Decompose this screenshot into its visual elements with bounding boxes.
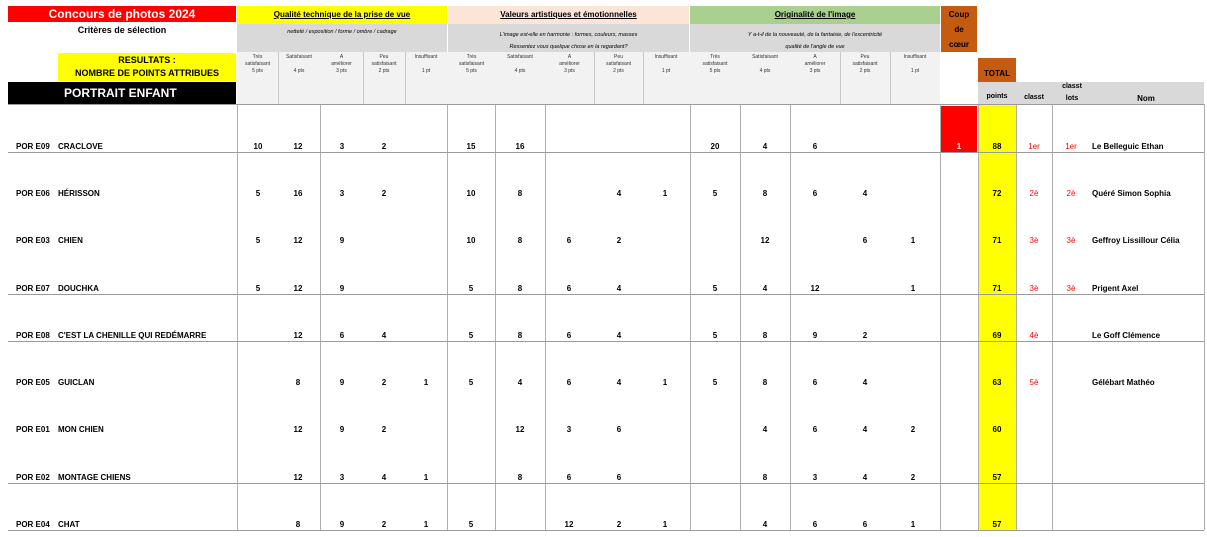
table-row bbox=[0, 473, 1207, 485]
score-originalite: 6 bbox=[862, 520, 868, 529]
grid-vline bbox=[1052, 104, 1053, 530]
photo-code: POR E07 bbox=[16, 284, 50, 293]
score-technique: 2 bbox=[381, 520, 387, 529]
score-technique: 2 bbox=[381, 378, 387, 387]
score-technique: 8 bbox=[295, 520, 301, 529]
score-originalite: 2 bbox=[910, 473, 916, 482]
table-row bbox=[0, 189, 1207, 201]
score-technique: 10 bbox=[253, 142, 263, 151]
total-points: 57 bbox=[992, 473, 1002, 482]
score-artistique: 1 bbox=[662, 520, 668, 529]
grid-vline bbox=[1016, 104, 1017, 530]
score-artistique: 8 bbox=[517, 236, 523, 245]
score-technique: 5 bbox=[255, 284, 261, 293]
photo-code: POR E09 bbox=[16, 142, 50, 151]
nom-header: Nom bbox=[1137, 94, 1155, 103]
level-points: 2 pts bbox=[859, 68, 871, 74]
score-originalite: 2 bbox=[862, 331, 868, 340]
score-originalite: 4 bbox=[762, 284, 768, 293]
rank: 1er bbox=[1028, 142, 1040, 151]
score-originalite: 5 bbox=[712, 378, 718, 387]
score-originalite: 20 bbox=[710, 142, 720, 151]
score-originalite: 6 bbox=[812, 142, 818, 151]
score-technique: 6 bbox=[339, 331, 345, 340]
photo-code: POR E01 bbox=[16, 425, 50, 434]
level-label: Satisfaisant bbox=[507, 54, 533, 60]
score-originalite: 6 bbox=[812, 378, 818, 387]
score-artistique: 6 bbox=[566, 331, 572, 340]
coup-de-coeur-value: 1 bbox=[956, 142, 962, 151]
score-originalite: 1 bbox=[910, 236, 916, 245]
score-technique: 9 bbox=[339, 520, 345, 529]
participant-name: Gélébart Mathéo bbox=[1092, 378, 1155, 387]
participant-name: Quéré Simon Sophia bbox=[1092, 189, 1171, 198]
table-row bbox=[0, 331, 1207, 343]
level-label: Peu bbox=[614, 54, 623, 60]
group-artistique-desc-1: L'image est-elle en harmonie : formes, couleurs, masses bbox=[499, 32, 638, 38]
photo-title: DOUCHKA bbox=[58, 284, 99, 293]
score-originalite: 6 bbox=[812, 189, 818, 198]
score-artistique: 5 bbox=[468, 284, 474, 293]
score-technique: 1 bbox=[423, 378, 429, 387]
level-label-2: satisfaisant bbox=[605, 61, 631, 67]
level-label-2: satisfaisant bbox=[702, 61, 728, 67]
level-header bbox=[363, 54, 405, 75]
level-label-2 bbox=[278, 61, 320, 68]
coup-line-3: cœur bbox=[949, 40, 969, 49]
grid-vline bbox=[978, 104, 979, 530]
rank: 4è bbox=[1029, 331, 1039, 340]
score-artistique: 5 bbox=[468, 520, 474, 529]
level-points: 5 pts bbox=[252, 68, 263, 74]
grid-hline bbox=[8, 104, 1204, 105]
photo-title: CHIEN bbox=[58, 236, 83, 245]
score-technique: 8 bbox=[295, 378, 301, 387]
score-technique: 5 bbox=[255, 189, 261, 198]
score-technique: 3 bbox=[339, 142, 345, 151]
score-artistique: 4 bbox=[517, 378, 523, 387]
photo-title: GUICLAN bbox=[58, 378, 95, 387]
group-originalite-desc-2: qualité de l'angle de vue bbox=[785, 44, 845, 50]
score-technique: 12 bbox=[293, 331, 303, 340]
total-points: 71 bbox=[992, 236, 1002, 245]
level-label-2 bbox=[495, 61, 545, 68]
score-artistique: 5 bbox=[468, 331, 474, 340]
score-originalite: 8 bbox=[762, 331, 768, 340]
score-originalite: 6 bbox=[862, 236, 868, 245]
level-points: 3 pts bbox=[809, 68, 821, 74]
score-originalite: 1 bbox=[910, 520, 916, 529]
group-technique-title: Qualité technique de la prise de vue bbox=[237, 6, 447, 24]
score-artistique: 8 bbox=[517, 189, 523, 198]
level-points: 4 pts bbox=[293, 68, 305, 74]
grid-vline bbox=[320, 104, 321, 530]
table-row bbox=[0, 236, 1207, 248]
grid-vline-minor bbox=[643, 52, 644, 104]
level-label: A bbox=[813, 54, 817, 60]
score-technique: 9 bbox=[339, 236, 345, 245]
level-header bbox=[690, 54, 740, 75]
level-header bbox=[840, 54, 890, 75]
score-originalite: 5 bbox=[712, 189, 718, 198]
level-label: A bbox=[339, 54, 344, 60]
classt-header: classt bbox=[1024, 94, 1044, 101]
total-points: 60 bbox=[992, 425, 1002, 434]
total-points: 69 bbox=[992, 331, 1002, 340]
score-originalite: 4 bbox=[762, 520, 768, 529]
score-originalite: 4 bbox=[862, 378, 868, 387]
rank: 3è bbox=[1029, 236, 1039, 245]
level-points: 2 pts bbox=[378, 68, 390, 74]
level-points: 1 pt bbox=[910, 68, 920, 74]
grid-vline-minor bbox=[405, 52, 406, 104]
grid-vline bbox=[690, 104, 691, 530]
rank-lots: 3è bbox=[1066, 284, 1076, 293]
group-artistique-desc bbox=[448, 24, 689, 52]
rank: 5è bbox=[1029, 378, 1039, 387]
score-artistique: 10 bbox=[466, 189, 476, 198]
grid-vline-minor bbox=[363, 52, 364, 104]
level-label: A bbox=[567, 54, 572, 60]
level-label: Très bbox=[466, 54, 477, 60]
level-label: Très bbox=[710, 54, 720, 60]
score-artistique: 6 bbox=[616, 473, 622, 482]
group-originalite-desc-1: Y a-t-il de la nouveauté, de la fantaisie, de l'excentricité bbox=[747, 32, 883, 38]
total-header: TOTAL bbox=[978, 58, 1016, 82]
score-technique: 1 bbox=[423, 473, 429, 482]
level-header bbox=[405, 54, 447, 75]
total-points: 88 bbox=[992, 142, 1002, 151]
group-technique-desc: netteté / exposition / forme / ombre / cadrage bbox=[237, 24, 447, 52]
score-originalite: 12 bbox=[760, 236, 770, 245]
group-originalite-title: Originalité de l'image bbox=[690, 6, 940, 24]
level-label-2: améliorer bbox=[331, 61, 352, 67]
score-originalite: 5 bbox=[712, 284, 718, 293]
sheet-subtitle: Critères de sélection bbox=[77, 25, 167, 35]
score-originalite: 1 bbox=[910, 284, 916, 293]
score-originalite: 8 bbox=[762, 378, 768, 387]
score-technique: 9 bbox=[339, 425, 345, 434]
score-artistique: 4 bbox=[616, 378, 622, 387]
grid-vline bbox=[1204, 104, 1205, 530]
score-originalite: 4 bbox=[862, 425, 868, 434]
score-technique: 9 bbox=[339, 284, 345, 293]
participant-name: Prigent Axel bbox=[1092, 284, 1139, 293]
level-header bbox=[594, 54, 643, 75]
score-artistique: 6 bbox=[566, 236, 572, 245]
grid-vline bbox=[940, 104, 941, 530]
level-points: 1 pt bbox=[661, 68, 671, 74]
level-label: Insuffisant bbox=[414, 54, 438, 60]
score-technique: 2 bbox=[381, 189, 387, 198]
rank-lots: 3è bbox=[1066, 236, 1076, 245]
score-artistique: 4 bbox=[616, 284, 622, 293]
coup-de-coeur-header bbox=[941, 6, 977, 52]
total-points: 72 bbox=[992, 189, 1002, 198]
score-technique: 9 bbox=[339, 378, 345, 387]
score-technique: 16 bbox=[293, 189, 303, 198]
score-artistique: 8 bbox=[517, 473, 523, 482]
score-artistique: 10 bbox=[466, 236, 476, 245]
photo-code: POR E03 bbox=[16, 236, 50, 245]
score-originalite: 4 bbox=[862, 473, 868, 482]
score-technique: 12 bbox=[293, 236, 303, 245]
total-points: 63 bbox=[992, 378, 1002, 387]
level-points: 3 pts bbox=[564, 68, 575, 74]
level-header bbox=[495, 54, 545, 75]
grid-vline bbox=[740, 104, 741, 530]
score-artistique: 1 bbox=[662, 378, 668, 387]
level-label-2 bbox=[740, 61, 790, 68]
score-artistique: 8 bbox=[517, 284, 523, 293]
photo-title: MONTAGE CHIENS bbox=[58, 473, 131, 482]
score-artistique: 1 bbox=[662, 189, 668, 198]
level-label-2: améliorer bbox=[559, 61, 580, 67]
level-points: 1 pt bbox=[421, 68, 431, 74]
photo-code: POR E08 bbox=[16, 331, 50, 340]
level-label-2: satisfaisant bbox=[371, 61, 397, 67]
score-originalite: 3 bbox=[812, 473, 818, 482]
score-originalite: 4 bbox=[762, 425, 768, 434]
level-label-2 bbox=[890, 61, 940, 68]
rank: 2è bbox=[1029, 189, 1039, 198]
level-label-2: satisfaisant bbox=[458, 61, 484, 67]
results-line-1: RESULTATS : bbox=[118, 55, 176, 65]
level-label-2: améliorer bbox=[804, 61, 826, 67]
grid-vline bbox=[237, 104, 238, 530]
grid-vline bbox=[495, 104, 496, 530]
level-label: Peu bbox=[860, 54, 870, 60]
grid-vline bbox=[790, 104, 791, 530]
level-header bbox=[545, 54, 594, 75]
score-originalite: 4 bbox=[762, 142, 768, 151]
level-points: 3 pts bbox=[336, 68, 347, 74]
table-row bbox=[0, 520, 1207, 532]
level-label-2 bbox=[405, 61, 447, 68]
photo-code: POR E06 bbox=[16, 189, 50, 198]
score-originalite: 6 bbox=[812, 425, 818, 434]
grid-vline bbox=[545, 104, 546, 530]
photo-code: POR E05 bbox=[16, 378, 50, 387]
score-artistique: 6 bbox=[616, 425, 622, 434]
score-technique: 5 bbox=[255, 236, 261, 245]
score-artistique: 6 bbox=[566, 284, 572, 293]
level-header bbox=[448, 54, 495, 75]
score-artistique: 4 bbox=[616, 331, 622, 340]
level-points: 2 pts bbox=[613, 68, 624, 74]
score-originalite: 8 bbox=[762, 473, 768, 482]
level-header bbox=[237, 54, 278, 75]
score-artistique: 5 bbox=[468, 378, 474, 387]
score-originalite: 4 bbox=[862, 189, 868, 198]
score-technique: 12 bbox=[293, 284, 303, 293]
level-label-2: satisfaisant bbox=[852, 61, 878, 67]
photo-title: C'EST LA CHENILLE QUI REDÉMARRE bbox=[58, 331, 207, 340]
level-points: 4 pts bbox=[759, 68, 771, 74]
photo-title: CHAT bbox=[58, 520, 80, 529]
score-artistique: 8 bbox=[517, 331, 523, 340]
score-originalite: 12 bbox=[810, 284, 820, 293]
level-header bbox=[643, 54, 689, 75]
score-technique: 1 bbox=[423, 520, 429, 529]
category-banner: PORTRAIT ENFANT bbox=[8, 82, 236, 104]
results-label bbox=[58, 53, 236, 81]
level-header bbox=[890, 54, 940, 75]
level-label: Satisfaisant bbox=[286, 54, 312, 60]
score-artistique: 3 bbox=[566, 425, 572, 434]
score-technique: 3 bbox=[339, 189, 345, 198]
grid-vline-minor bbox=[278, 52, 279, 104]
group-artistique-title: Valeurs artistiques et émotionnelles bbox=[448, 6, 689, 24]
level-label: Peu bbox=[379, 54, 389, 60]
table-row bbox=[0, 284, 1207, 296]
score-artistique: 4 bbox=[616, 189, 622, 198]
rank: 3è bbox=[1029, 284, 1039, 293]
score-artistique: 2 bbox=[616, 520, 622, 529]
total-points: 57 bbox=[992, 520, 1002, 529]
points-column-highlight bbox=[978, 104, 1016, 530]
score-technique: 3 bbox=[339, 473, 345, 482]
participant-name: Geffroy Lissillour Célia bbox=[1092, 236, 1180, 245]
score-technique: 12 bbox=[293, 142, 303, 151]
score-originalite: 5 bbox=[712, 331, 718, 340]
table-row bbox=[0, 425, 1207, 437]
score-technique: 4 bbox=[381, 473, 387, 482]
level-points: 5 pts bbox=[709, 68, 721, 74]
photo-code: POR E04 bbox=[16, 520, 50, 529]
grid-vline-minor bbox=[594, 52, 595, 104]
group-artistique-desc-2: Ressentez vous quelque chose en la regardant? bbox=[509, 44, 628, 50]
participant-name: Le Goff Clémence bbox=[1092, 331, 1161, 340]
level-header bbox=[740, 54, 790, 75]
score-technique: 12 bbox=[293, 473, 303, 482]
grid-vline bbox=[447, 104, 448, 530]
grid-vline-minor bbox=[890, 52, 891, 104]
score-originalite: 6 bbox=[812, 520, 818, 529]
classt-lots-header: classt lots bbox=[1062, 83, 1082, 102]
score-technique: 4 bbox=[381, 331, 387, 340]
participant-name: Le Belleguic Ethan bbox=[1092, 142, 1164, 151]
level-header bbox=[320, 54, 363, 75]
score-technique: 12 bbox=[293, 425, 303, 434]
coup-line-1: Coup bbox=[948, 10, 970, 19]
sheet-title: Concours de photos 2024 bbox=[8, 6, 236, 22]
table-row bbox=[0, 378, 1207, 390]
score-artistique: 2 bbox=[616, 236, 622, 245]
photo-title: MON CHIEN bbox=[58, 425, 104, 434]
level-label: Insuffisant bbox=[903, 54, 927, 60]
level-points: 5 pts bbox=[466, 68, 477, 74]
photo-title: HÉRISSON bbox=[58, 189, 100, 198]
grid-vline-minor bbox=[840, 52, 841, 104]
score-artistique: 6 bbox=[566, 473, 572, 482]
level-header bbox=[278, 54, 320, 75]
score-originalite: 8 bbox=[762, 189, 768, 198]
photo-title: CRACLOVE bbox=[58, 142, 103, 151]
rank-lots: 1er bbox=[1065, 142, 1077, 151]
results-line-2: NOMBRE DE POINTS ATTRIBUES bbox=[74, 68, 219, 78]
coup-line-2: de bbox=[954, 25, 964, 34]
score-artistique: 16 bbox=[515, 142, 525, 151]
score-technique: 2 bbox=[381, 142, 387, 151]
total-points: 71 bbox=[992, 284, 1002, 293]
table-row bbox=[0, 142, 1207, 154]
level-label-2 bbox=[643, 61, 689, 68]
level-points: 4 pts bbox=[514, 68, 526, 74]
level-label: Insuffisant bbox=[654, 54, 678, 60]
score-artistique: 15 bbox=[466, 142, 476, 151]
score-artistique: 6 bbox=[566, 378, 572, 387]
score-originalite: 2 bbox=[910, 425, 916, 434]
points-header: points bbox=[986, 93, 1008, 100]
score-artistique: 12 bbox=[564, 520, 574, 529]
level-label: Très bbox=[252, 54, 263, 60]
score-originalite: 9 bbox=[812, 331, 818, 340]
level-label: Satisfaisant bbox=[752, 54, 778, 60]
level-label-2: satisfaisant bbox=[244, 61, 270, 67]
rank-lots: 2è bbox=[1066, 189, 1076, 198]
score-technique: 2 bbox=[381, 425, 387, 434]
level-header bbox=[790, 54, 840, 75]
photo-code: POR E02 bbox=[16, 473, 50, 482]
group-originalite-desc bbox=[690, 24, 940, 52]
score-artistique: 12 bbox=[515, 425, 525, 434]
